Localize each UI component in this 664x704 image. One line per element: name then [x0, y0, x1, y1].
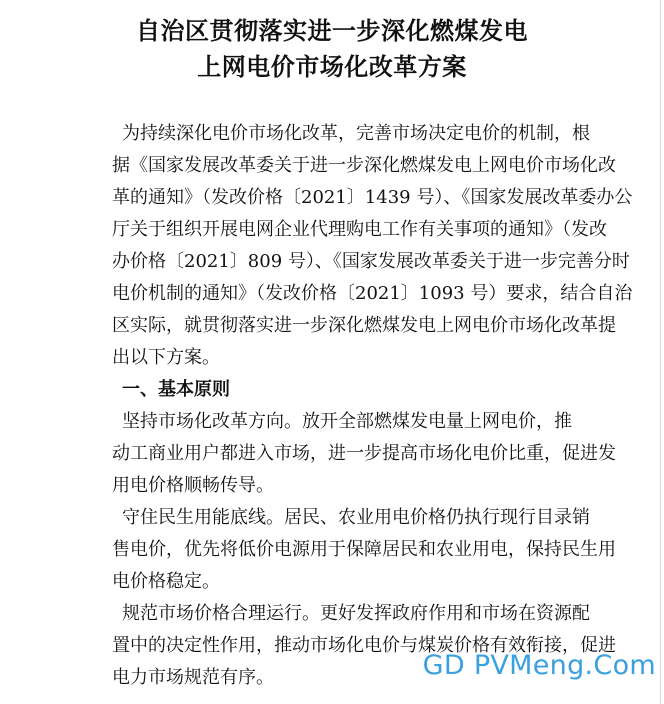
document-title-line-1: 自治区贯彻落实进一步深化燃煤发电 [136, 16, 528, 45]
text-line: 用电价格顺畅传导。 [112, 475, 274, 496]
text-line: 售电价，优先将低价电源用于保障居民和农业用电，保持民生用 [112, 539, 616, 560]
text-line: 守住民生用能底线。居民、农业用电价格仍执行现行目录销 [122, 507, 590, 528]
text-line: 动工商业用户都进入市场，进一步提高市场化电价比重，促进发 [112, 443, 616, 464]
page-edge-divider [660, 0, 661, 704]
text-line: 出以下方案。 [112, 347, 220, 368]
text-line: 办价格〔2021〕809 号）、《国家发展改革委关于进一步完善分时 [112, 251, 630, 272]
text-line: 区实际，就贯彻落实进一步深化燃煤发电上网电价市场化改革提 [112, 315, 616, 336]
intro-paragraph [112, 118, 633, 374]
text-line: 规范市场价格合理运行。更好发挥政府作用和市场在资源配 [122, 603, 590, 624]
text-line: 置中的决定性作用，推动市场化电价与煤炭价格有效衔接，促进 [112, 635, 616, 656]
text-line: 电价机制的通知》（发改价格〔2021〕1093 号）要求，结合自治 [112, 283, 633, 304]
document-title-line-2: 上网电价市场化改革方案 [197, 52, 467, 81]
text-line: 厅关于组织开展电网企业代理购电工作有关事项的通知》（发改 [112, 219, 607, 240]
text-line: 电价格稳定。 [112, 571, 220, 592]
text-line: 电力市场规范有序。 [112, 667, 274, 688]
site-watermark: GD PVMeng.Com [422, 650, 656, 681]
section-heading: 一、基本原则 [122, 379, 230, 400]
text-line: 据《国家发展改革委关于进一步深化燃煤发电上网电价市场化改 [112, 155, 616, 176]
principle-paragraph-2 [112, 502, 616, 598]
text-line: 革的通知》（发改价格〔2021〕1439 号）、《国家发展改革委办公 [112, 187, 633, 208]
text-line: 为持续深化电价市场化改革，完善市场决定电价的机制，根 [122, 123, 590, 144]
text-line: 坚持市场化改革方向。放开全部燃煤发电量上网电价，推 [122, 411, 572, 432]
document-body [112, 118, 633, 694]
principle-paragraph-1 [112, 406, 616, 502]
